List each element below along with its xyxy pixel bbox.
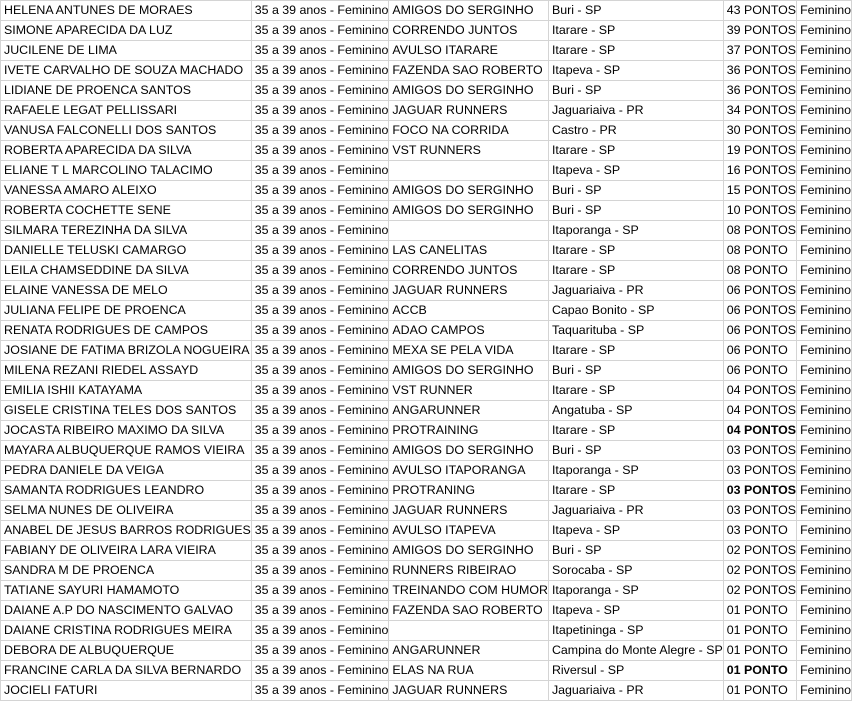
points-cell[interactable]: 02 PONTOS <box>723 581 796 601</box>
athlete-name-cell[interactable]: SAMANTA RODRIGUES LEANDRO <box>1 481 252 501</box>
athlete-name-cell[interactable]: HELENA ANTUNES DE MORAES <box>1 1 252 21</box>
table-row <box>1 641 852 661</box>
city-cell[interactable]: Taquarituba - SP <box>548 321 723 341</box>
gender-cell[interactable]: Feminino <box>797 681 852 701</box>
team-cell[interactable]: RUNNERS RIBEIRAO <box>389 561 549 581</box>
table-row <box>1 681 852 701</box>
points-cell[interactable]: 19 PONTOS <box>723 141 796 161</box>
table-row <box>1 181 852 201</box>
points-cell[interactable]: 36 PONTOS <box>723 61 796 81</box>
table-row <box>1 201 852 221</box>
city-cell[interactable]: Itaporanga - SP <box>548 461 723 481</box>
table-row <box>1 301 852 321</box>
gender-cell[interactable]: Feminino <box>797 561 852 581</box>
city-cell[interactable]: Campina do Monte Alegre - SP <box>548 641 723 661</box>
athlete-name-cell[interactable]: RENATA RODRIGUES DE CAMPOS <box>1 321 252 341</box>
athlete-name-cell[interactable]: GISELE CRISTINA TELES DOS SANTOS <box>1 401 252 421</box>
gender-cell[interactable]: Feminino <box>797 201 852 221</box>
team-cell[interactable]: MEXA SE PELA VIDA <box>389 341 549 361</box>
team-cell[interactable]: PROTRAINING <box>389 421 549 441</box>
athlete-name-cell[interactable]: SILMARA TEREZINHA DA SILVA <box>1 221 252 241</box>
category-cell[interactable]: 35 a 39 anos - Feminino <box>251 141 389 161</box>
points-cell[interactable]: 01 PONTO <box>723 601 796 621</box>
category-cell[interactable]: 35 a 39 anos - Feminino <box>251 621 389 641</box>
athlete-name-cell[interactable]: FRANCINE CARLA DA SILVA BERNARDO <box>1 661 252 681</box>
athlete-name-cell[interactable]: FABIANY DE OLIVEIRA LARA VIEIRA <box>1 541 252 561</box>
category-cell[interactable]: 35 a 39 anos - Feminino <box>251 121 389 141</box>
city-cell[interactable]: Itarare - SP <box>548 41 723 61</box>
category-cell[interactable]: 35 a 39 anos - Feminino <box>251 661 389 681</box>
city-cell[interactable]: Buri - SP <box>548 81 723 101</box>
athlete-name-cell[interactable]: VANESSA AMARO ALEIXO <box>1 181 252 201</box>
points-cell[interactable]: 34 PONTOS <box>723 101 796 121</box>
table-row <box>1 561 852 581</box>
category-cell[interactable]: 35 a 39 anos - Feminino <box>251 321 389 341</box>
city-cell[interactable]: Jaguariaiva - PR <box>548 681 723 701</box>
team-cell[interactable]: AMIGOS DO SERGINHO <box>389 541 549 561</box>
city-cell[interactable]: Itapeva - SP <box>548 161 723 181</box>
points-cell[interactable]: 10 PONTOS <box>723 201 796 221</box>
category-cell[interactable]: 35 a 39 anos - Feminino <box>251 441 389 461</box>
team-cell[interactable]: AMIGOS DO SERGINHO <box>389 1 549 21</box>
city-cell[interactable]: Buri - SP <box>548 181 723 201</box>
city-cell[interactable]: Itarare - SP <box>548 341 723 361</box>
gender-cell[interactable]: Feminino <box>797 441 852 461</box>
gender-cell[interactable]: Feminino <box>797 401 852 421</box>
table-row <box>1 541 852 561</box>
table-row <box>1 361 852 381</box>
category-cell[interactable]: 35 a 39 anos - Feminino <box>251 501 389 521</box>
team-cell[interactable]: FAZENDA SAO ROBERTO <box>389 61 549 81</box>
gender-cell[interactable]: Feminino <box>797 241 852 261</box>
city-cell[interactable]: Jaguariaiva - PR <box>548 281 723 301</box>
team-cell[interactable]: CORRENDO JUNTOS <box>389 261 549 281</box>
points-cell[interactable]: 03 PONTO <box>723 521 796 541</box>
points-cell[interactable]: 16 PONTOS <box>723 161 796 181</box>
points-cell[interactable]: 01 PONTO <box>723 681 796 701</box>
city-cell[interactable]: Angatuba - SP <box>548 401 723 421</box>
athlete-name-cell[interactable]: ROBERTA APARECIDA DA SILVA <box>1 141 252 161</box>
athlete-name-cell[interactable]: PEDRA DANIELE DA VEIGA <box>1 461 252 481</box>
table-row <box>1 221 852 241</box>
city-cell[interactable]: Itarare - SP <box>548 261 723 281</box>
results-sheet-body <box>1 1 852 701</box>
team-cell[interactable]: AMIGOS DO SERGINHO <box>389 361 549 381</box>
team-cell[interactable]: AMIGOS DO SERGINHO <box>389 441 549 461</box>
team-cell[interactable]: FAZENDA SAO ROBERTO <box>389 601 549 621</box>
table-row <box>1 421 852 441</box>
city-cell[interactable]: Itarare - SP <box>548 21 723 41</box>
table-row <box>1 81 852 101</box>
athlete-name-cell[interactable]: SIMONE APARECIDA DA LUZ <box>1 21 252 41</box>
athlete-name-cell[interactable]: RAFAELE LEGAT PELLISSARI <box>1 101 252 121</box>
gender-cell[interactable]: Feminino <box>797 121 852 141</box>
team-cell[interactable]: JAGUAR RUNNERS <box>389 681 549 701</box>
gender-cell[interactable]: Feminino <box>797 641 852 661</box>
category-cell[interactable]: 35 a 39 anos - Feminino <box>251 581 389 601</box>
category-cell[interactable]: 35 a 39 anos - Feminino <box>251 41 389 61</box>
category-cell[interactable]: 35 a 39 anos - Feminino <box>251 541 389 561</box>
table-row <box>1 581 852 601</box>
table-row <box>1 101 852 121</box>
team-cell[interactable] <box>389 221 549 241</box>
category-cell[interactable]: 35 a 39 anos - Feminino <box>251 361 389 381</box>
gender-cell[interactable]: Feminino <box>797 361 852 381</box>
athlete-name-cell[interactable]: DAIANE CRISTINA RODRIGUES MEIRA <box>1 621 252 641</box>
gender-cell[interactable]: Feminino <box>797 621 852 641</box>
points-cell[interactable]: 01 PONTO <box>723 621 796 641</box>
athlete-name-cell[interactable]: ANABEL DE JESUS BARROS RODRIGUES <box>1 521 252 541</box>
table-row <box>1 501 852 521</box>
team-cell[interactable]: VST RUNNERS <box>389 141 549 161</box>
points-cell[interactable]: 04 PONTOS <box>723 401 796 421</box>
gender-cell[interactable]: Feminino <box>797 261 852 281</box>
gender-cell[interactable]: Feminino <box>797 581 852 601</box>
category-cell[interactable]: 35 a 39 anos - Feminino <box>251 21 389 41</box>
team-cell[interactable]: AMIGOS DO SERGINHO <box>389 81 549 101</box>
table-row <box>1 141 852 161</box>
category-cell[interactable]: 35 a 39 anos - Feminino <box>251 261 389 281</box>
table-row <box>1 381 852 401</box>
points-cell[interactable]: 06 PONTOS <box>723 301 796 321</box>
gender-cell[interactable]: Feminino <box>797 41 852 61</box>
athlete-name-cell[interactable]: IVETE CARVALHO DE SOUZA MACHADO <box>1 61 252 81</box>
points-cell[interactable]: 43 PONTOS <box>723 1 796 21</box>
athlete-name-cell[interactable]: JUCILENE DE LIMA <box>1 41 252 61</box>
table-row <box>1 461 852 481</box>
points-cell[interactable]: 04 PONTOS <box>723 381 796 401</box>
athlete-name-cell[interactable]: MAYARA ALBUQUERQUE RAMOS VIEIRA <box>1 441 252 461</box>
athlete-name-cell[interactable]: MILENA REZANI RIEDEL ASSAYD <box>1 361 252 381</box>
team-cell[interactable]: TREINANDO COM HUMOR <box>389 581 549 601</box>
team-cell[interactable]: AVULSO ITARARE <box>389 41 549 61</box>
team-cell[interactable]: FOCO NA CORRIDA <box>389 121 549 141</box>
athlete-name-cell[interactable]: ROBERTA COCHETTE SENE <box>1 201 252 221</box>
points-cell[interactable]: 06 PONTO <box>723 361 796 381</box>
points-cell[interactable]: 03 PONTOS <box>723 481 796 501</box>
team-cell[interactable]: AMIGOS DO SERGINHO <box>389 201 549 221</box>
athlete-name-cell[interactable]: SELMA NUNES DE OLIVEIRA <box>1 501 252 521</box>
category-cell[interactable]: 35 a 39 anos - Feminino <box>251 561 389 581</box>
athlete-name-cell[interactable]: JOCASTA RIBEIRO MAXIMO DA SILVA <box>1 421 252 441</box>
points-cell[interactable]: 36 PONTOS <box>723 81 796 101</box>
gender-cell[interactable]: Feminino <box>797 221 852 241</box>
category-cell[interactable]: 35 a 39 anos - Feminino <box>251 401 389 421</box>
city-cell[interactable]: Itaporanga - SP <box>548 581 723 601</box>
team-cell[interactable]: ELAS NA RUA <box>389 661 549 681</box>
category-cell[interactable]: 35 a 39 anos - Feminino <box>251 641 389 661</box>
points-cell[interactable]: 06 PONTOS <box>723 281 796 301</box>
city-cell[interactable]: Itaporanga - SP <box>548 221 723 241</box>
points-cell[interactable]: 03 PONTOS <box>723 441 796 461</box>
athlete-name-cell[interactable]: JULIANA FELIPE DE PROENCA <box>1 301 252 321</box>
athlete-name-cell[interactable]: EMILIA ISHII KATAYAMA <box>1 381 252 401</box>
athlete-name-cell[interactable]: SANDRA M DE PROENCA <box>1 561 252 581</box>
team-cell[interactable]: PROTRANING <box>389 481 549 501</box>
athlete-name-cell[interactable]: TATIANE SAYURI HAMAMOTO <box>1 581 252 601</box>
points-cell[interactable]: 30 PONTOS <box>723 121 796 141</box>
points-cell[interactable]: 03 PONTOS <box>723 461 796 481</box>
team-cell[interactable]: ANGARUNNER <box>389 641 549 661</box>
city-cell[interactable]: Itarare - SP <box>548 421 723 441</box>
category-cell[interactable]: 35 a 39 anos - Feminino <box>251 81 389 101</box>
points-cell[interactable]: 39 PONTOS <box>723 21 796 41</box>
table-row <box>1 441 852 461</box>
gender-cell[interactable]: Feminino <box>797 381 852 401</box>
table-row <box>1 61 852 81</box>
category-cell[interactable]: 35 a 39 anos - Feminino <box>251 1 389 21</box>
team-cell[interactable] <box>389 161 549 181</box>
table-row <box>1 321 852 341</box>
gender-cell[interactable]: Feminino <box>797 301 852 321</box>
table-row <box>1 401 852 421</box>
category-cell[interactable]: 35 a 39 anos - Feminino <box>251 61 389 81</box>
athlete-name-cell[interactable]: LEILA CHAMSEDDINE DA SILVA <box>1 261 252 281</box>
category-cell[interactable]: 35 a 39 anos - Feminino <box>251 381 389 401</box>
points-cell[interactable]: 37 PONTOS <box>723 41 796 61</box>
category-cell[interactable]: 35 a 39 anos - Feminino <box>251 101 389 121</box>
team-cell[interactable]: ACCB <box>389 301 549 321</box>
team-cell[interactable]: VST RUNNER <box>389 381 549 401</box>
athlete-name-cell[interactable]: DAIANE A.P DO NASCIMENTO GALVAO <box>1 601 252 621</box>
table-row <box>1 621 852 641</box>
city-cell[interactable]: Jaguariaiva - PR <box>548 501 723 521</box>
athlete-name-cell[interactable]: DANIELLE TELUSKI CAMARGO <box>1 241 252 261</box>
category-cell[interactable]: 35 a 39 anos - Feminino <box>251 421 389 441</box>
category-cell[interactable]: 35 a 39 anos - Feminino <box>251 181 389 201</box>
category-cell[interactable]: 35 a 39 anos - Feminino <box>251 221 389 241</box>
team-cell[interactable]: ADAO CAMPOS <box>389 321 549 341</box>
city-cell[interactable]: Itapetininga - SP <box>548 621 723 641</box>
gender-cell[interactable]: Feminino <box>797 141 852 161</box>
points-cell[interactable]: 04 PONTOS <box>723 421 796 441</box>
gender-cell[interactable]: Feminino <box>797 661 852 681</box>
city-cell[interactable]: Itapeva - SP <box>548 601 723 621</box>
gender-cell[interactable]: Feminino <box>797 461 852 481</box>
team-cell[interactable]: JAGUAR RUNNERS <box>389 101 549 121</box>
city-cell[interactable]: Riversul - SP <box>548 661 723 681</box>
table-row <box>1 601 852 621</box>
athlete-name-cell[interactable]: ELIANE T L MARCOLINO TALACIMO <box>1 161 252 181</box>
table-row <box>1 481 852 501</box>
athlete-name-cell[interactable]: VANUSA FALCONELLI DOS SANTOS <box>1 121 252 141</box>
points-cell[interactable]: 01 PONTO <box>723 661 796 681</box>
gender-cell[interactable]: Feminino <box>797 481 852 501</box>
city-cell[interactable]: Sorocaba - SP <box>548 561 723 581</box>
gender-cell[interactable]: Feminino <box>797 101 852 121</box>
athlete-name-cell[interactable]: JOCIELI FATURI <box>1 681 252 701</box>
points-cell[interactable]: 01 PONTO <box>723 641 796 661</box>
table-row <box>1 41 852 61</box>
city-cell[interactable]: Buri - SP <box>548 541 723 561</box>
gender-cell[interactable]: Feminino <box>797 21 852 41</box>
table-row <box>1 661 852 681</box>
table-row <box>1 521 852 541</box>
athlete-name-cell[interactable]: DEBORA DE ALBUQUERQUE <box>1 641 252 661</box>
category-cell[interactable]: 35 a 39 anos - Feminino <box>251 341 389 361</box>
points-cell[interactable]: 03 PONTOS <box>723 501 796 521</box>
gender-cell[interactable]: Feminino <box>797 281 852 301</box>
city-cell[interactable]: Buri - SP <box>548 201 723 221</box>
category-cell[interactable]: 35 a 39 anos - Feminino <box>251 201 389 221</box>
gender-cell[interactable]: Feminino <box>797 601 852 621</box>
category-cell[interactable]: 35 a 39 anos - Feminino <box>251 601 389 621</box>
city-cell[interactable]: Itarare - SP <box>548 241 723 261</box>
team-cell[interactable]: JAGUAR RUNNERS <box>389 281 549 301</box>
team-cell[interactable]: CORRENDO JUNTOS <box>389 21 549 41</box>
gender-cell[interactable]: Feminino <box>797 541 852 561</box>
city-cell[interactable]: Itarare - SP <box>548 381 723 401</box>
table-row <box>1 161 852 181</box>
gender-cell[interactable]: Feminino <box>797 81 852 101</box>
gender-cell[interactable]: Feminino <box>797 341 852 361</box>
team-cell[interactable]: AVULSO ITAPORANGA <box>389 461 549 481</box>
points-cell[interactable]: 08 PONTO <box>723 261 796 281</box>
points-cell[interactable]: 02 PONTOS <box>723 561 796 581</box>
gender-cell[interactable]: Feminino <box>797 181 852 201</box>
gender-cell[interactable]: Feminino <box>797 521 852 541</box>
category-cell[interactable]: 35 a 39 anos - Feminino <box>251 521 389 541</box>
points-cell[interactable]: 08 PONTO <box>723 241 796 261</box>
city-cell[interactable]: Jaguariaiva - PR <box>548 101 723 121</box>
points-cell[interactable]: 15 PONTOS <box>723 181 796 201</box>
athlete-name-cell[interactable]: LIDIANE DE PROENCA SANTOS <box>1 81 252 101</box>
category-cell[interactable]: 35 a 39 anos - Feminino <box>251 241 389 261</box>
category-cell[interactable]: 35 a 39 anos - Feminino <box>251 301 389 321</box>
city-cell[interactable]: Castro - PR <box>548 121 723 141</box>
team-cell[interactable]: ANGARUNNER <box>389 401 549 421</box>
category-cell[interactable]: 35 a 39 anos - Feminino <box>251 681 389 701</box>
athlete-name-cell[interactable]: ELAINE VANESSA DE MELO <box>1 281 252 301</box>
gender-cell[interactable]: Feminino <box>797 161 852 181</box>
gender-cell[interactable]: Feminino <box>797 501 852 521</box>
table-row <box>1 121 852 141</box>
table-row <box>1 1 852 21</box>
category-cell[interactable]: 35 a 39 anos - Feminino <box>251 461 389 481</box>
gender-cell[interactable]: Feminino <box>797 61 852 81</box>
table-row <box>1 341 852 361</box>
category-cell[interactable]: 35 a 39 anos - Feminino <box>251 161 389 181</box>
category-cell[interactable]: 35 a 39 anos - Feminino <box>251 281 389 301</box>
city-cell[interactable]: Capao Bonito - SP <box>548 301 723 321</box>
gender-cell[interactable]: Feminino <box>797 321 852 341</box>
points-cell[interactable]: 06 PONTO <box>723 341 796 361</box>
gender-cell[interactable]: Feminino <box>797 1 852 21</box>
table-row <box>1 21 852 41</box>
table-row <box>1 281 852 301</box>
points-cell[interactable]: 06 PONTOS <box>723 321 796 341</box>
athlete-name-cell[interactable]: JOSIANE DE FATIMA BRIZOLA NOGUEIRA <box>1 341 252 361</box>
city-cell[interactable]: Buri - SP <box>548 441 723 461</box>
gender-cell[interactable]: Feminino <box>797 421 852 441</box>
team-cell[interactable]: AVULSO ITAPEVA <box>389 521 549 541</box>
team-cell[interactable]: AMIGOS DO SERGINHO <box>389 181 549 201</box>
city-cell[interactable]: Buri - SP <box>548 361 723 381</box>
city-cell[interactable]: Itarare - SP <box>548 481 723 501</box>
points-cell[interactable]: 02 PONTOS <box>723 541 796 561</box>
city-cell[interactable]: Itapeva - SP <box>548 61 723 81</box>
city-cell[interactable]: Itapeva - SP <box>548 521 723 541</box>
city-cell[interactable]: Itarare - SP <box>548 141 723 161</box>
city-cell[interactable]: Buri - SP <box>548 1 723 21</box>
table-row <box>1 261 852 281</box>
team-cell[interactable]: LAS CANELITAS <box>389 241 549 261</box>
points-cell[interactable]: 08 PONTOS <box>723 221 796 241</box>
category-cell[interactable]: 35 a 39 anos - Feminino <box>251 481 389 501</box>
table-row <box>1 241 852 261</box>
team-cell[interactable] <box>389 621 549 641</box>
team-cell[interactable]: JAGUAR RUNNERS <box>389 501 549 521</box>
